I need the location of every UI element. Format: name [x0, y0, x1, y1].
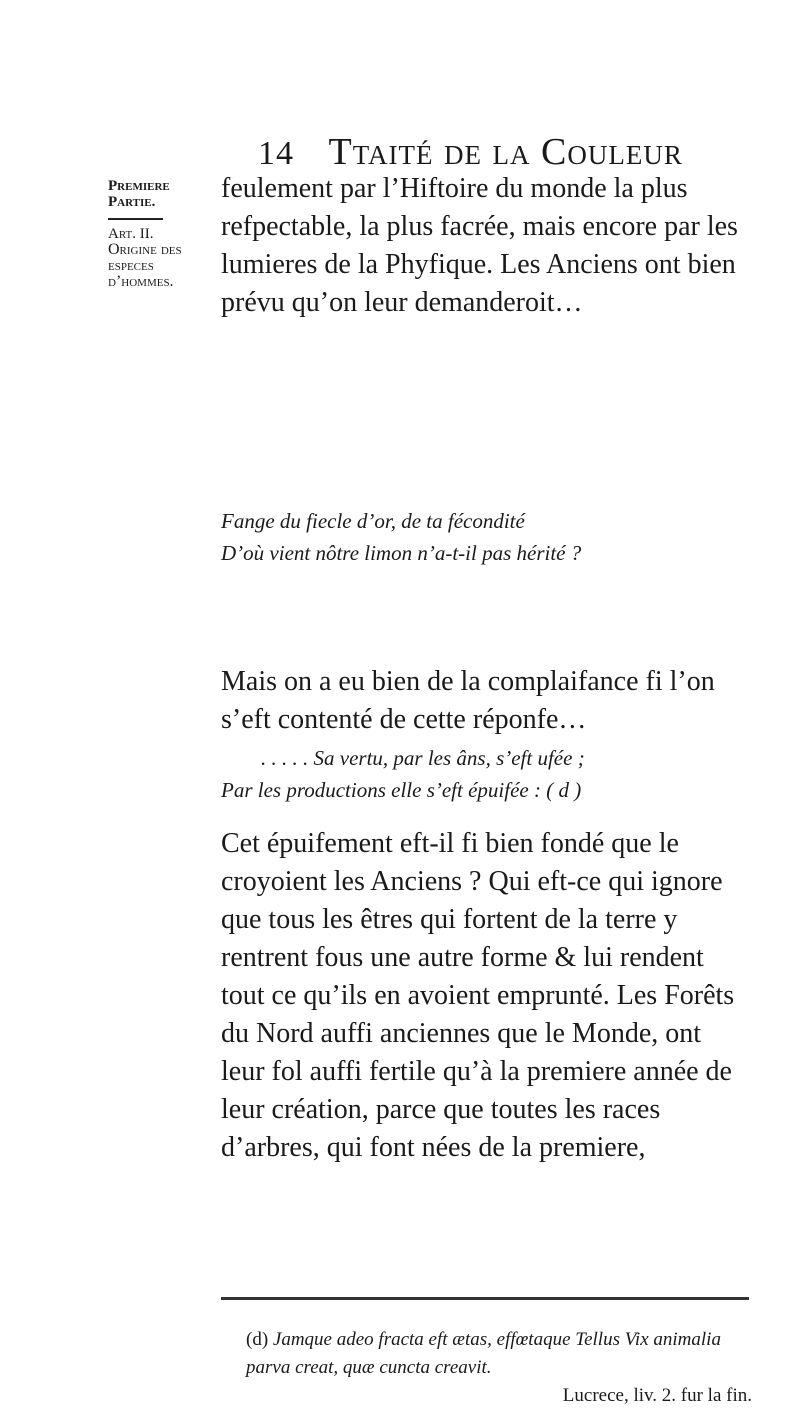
footnote [246, 1326, 756, 1410]
article-label: Art. II. [108, 226, 154, 242]
running-title: Ttaité de la Couleur [328, 131, 683, 173]
footnote-separator [221, 1297, 749, 1300]
page-number: 14 [258, 135, 294, 172]
part-label: Premiere Partie. [108, 178, 170, 210]
verse-2-line-1: . . . . . Sa vertu, par les âns, s’eft ufée ; [261, 746, 585, 770]
paragraph-2: Mais on a eu bien de la complaifance fi l’on s’eft contenté de cette réponfe… [221, 666, 715, 735]
paragraph-1-rest: refpectable, la plus facrée, mais encore par les lumieres de la Phyfique. Les Anciens ont bien prévu qu’on leur demanderoit… [221, 211, 738, 318]
verse-quote-1 [221, 505, 749, 569]
footnote-latin: Jamque adeo fracta eft ætas, effœtaque Tellus Vix animalia parva creat, quæ cuncta creavit. [246, 1329, 721, 1378]
verse-quote-2 [221, 742, 749, 806]
verse-1-line-1: Fange du fiecle d’or, de ta fécondité [221, 509, 525, 533]
paragraph-1 [221, 170, 749, 322]
verse-1-line-2: D’où vient nôtre limon n’a-t-il pas hérité ? [221, 541, 582, 565]
origin-note: Origine des especes d’hommes. [108, 241, 182, 290]
running-head [258, 130, 800, 174]
margin-note-article [108, 226, 218, 290]
paragraph-3: Cet épuifement eft-il fi bien fondé que le croyoient les Anciens ? Qui eft-ce qui ignore que tous les êtres qui fortent de la terre y rentrent fous une autre forme & lui rendent tout ce qu’ils en avoient emprunté. Les Forêts du Nord auffi anciennes que le Monde, ont leur fol auffi fertile qu’à la premiere année de leur création, parce que toutes les races d’arbres, qui font nées de la premiere, [221, 828, 735, 1163]
paragraph-1-line-1: feulement par l’Hiftoire du monde la plus [221, 173, 688, 204]
footnote-marker: (d) [246, 1329, 269, 1350]
margin-note-part [108, 178, 218, 220]
margin-rule [108, 218, 163, 220]
verse-2-line-2: Par les productions elle s’eft épuifée : ( d ) [221, 778, 582, 802]
footnote-source: Lucrece, liv. 2. fur la fin. [562, 1385, 752, 1406]
